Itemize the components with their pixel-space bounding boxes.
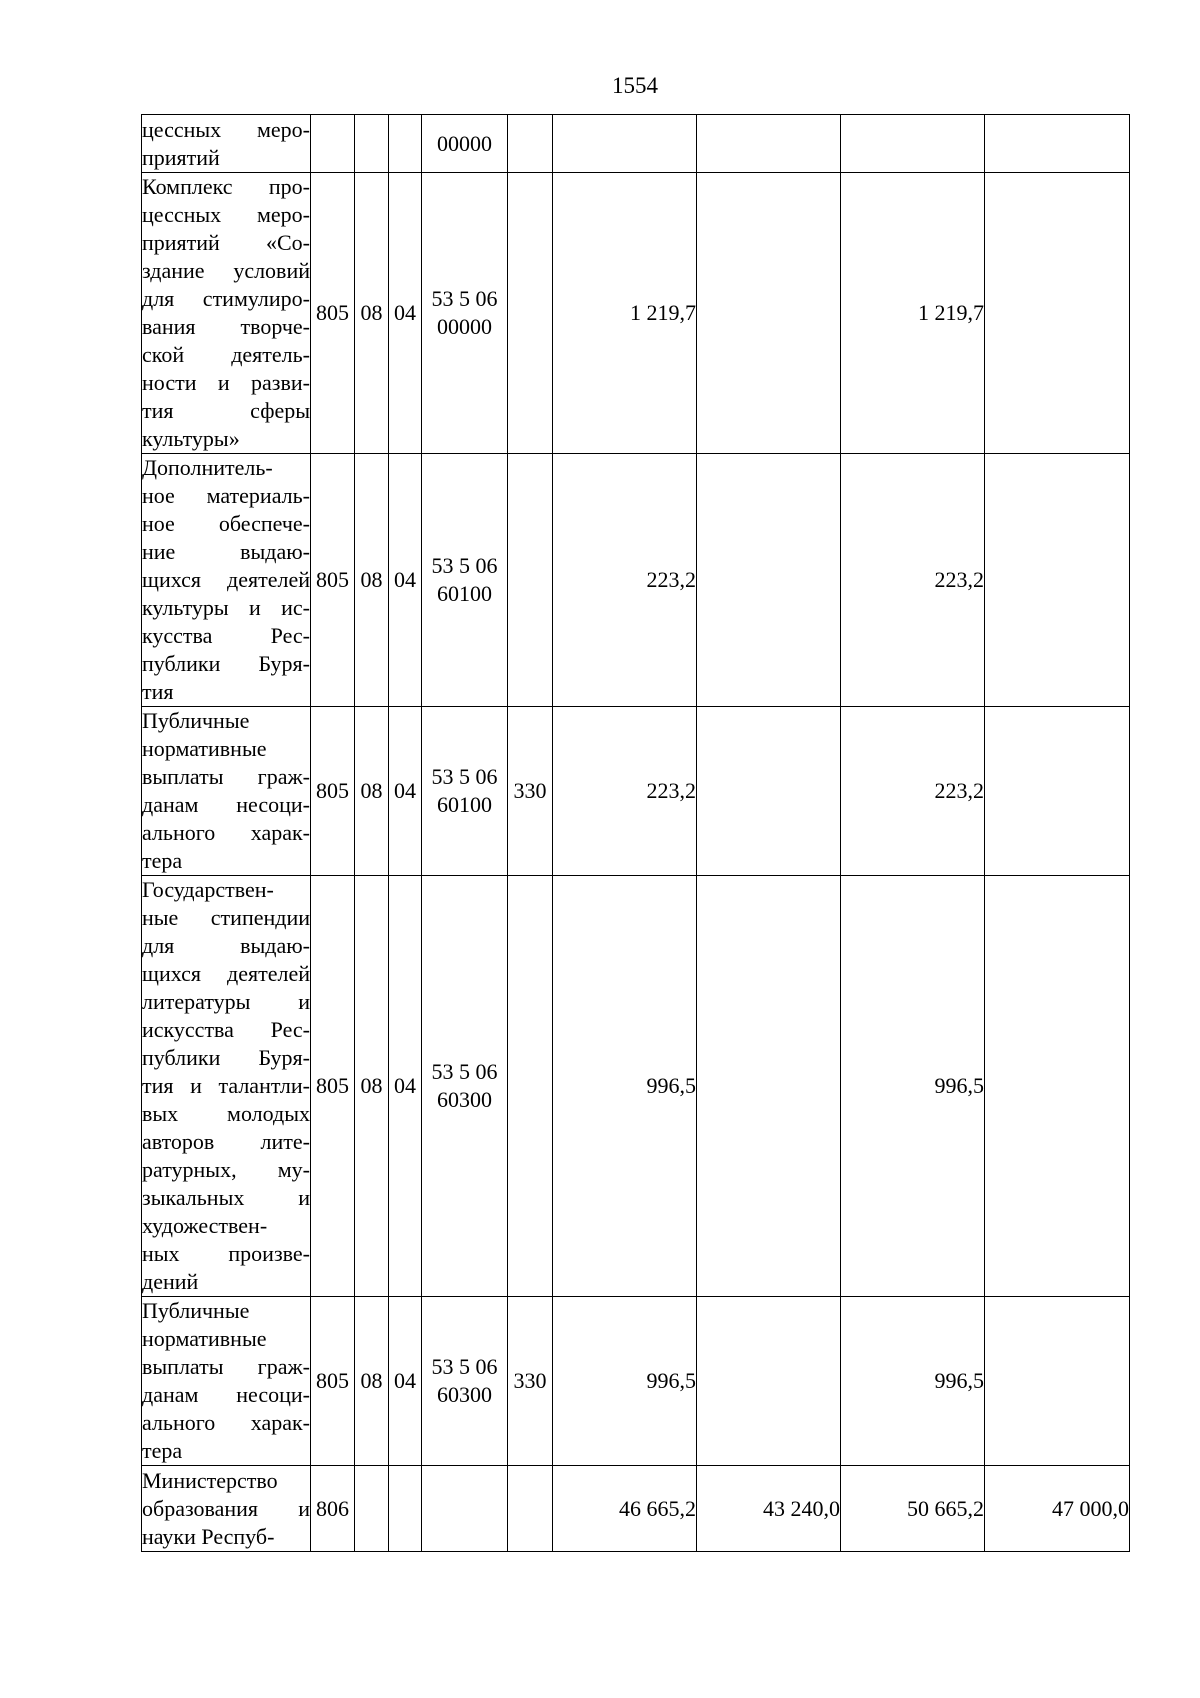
- row-name-line: художествен-: [142, 1213, 268, 1238]
- row-name-line: науки Респуб-: [142, 1523, 275, 1549]
- page-number: 1554: [612, 73, 658, 98]
- row-name-line: ное обеспече-: [142, 511, 310, 536]
- target-article-cell: [422, 115, 508, 173]
- target-article-line: 60100: [437, 792, 492, 817]
- row-name-cell: [142, 115, 311, 173]
- ved-code-cell: 805: [311, 707, 355, 876]
- expense-type-cell: [508, 173, 553, 454]
- table-row: [142, 707, 1130, 876]
- target-article-cell: [422, 876, 508, 1297]
- row-name-cell: [142, 173, 311, 454]
- row-name-line: здание условий: [142, 258, 310, 283]
- amount-cell-2: [697, 454, 841, 707]
- row-name-line: тия и талантли-: [142, 1073, 310, 1098]
- amount-cell-2: [697, 707, 841, 876]
- amount-cell-1: 996,5: [553, 876, 697, 1297]
- amount-cell-3: 996,5: [841, 1297, 985, 1466]
- amount-cell-4: [985, 876, 1130, 1297]
- section-code-cell: 08: [355, 707, 389, 876]
- section-code-cell: 08: [355, 173, 389, 454]
- row-name-line: вания творче-: [142, 314, 310, 339]
- amount-cell-2: [697, 173, 841, 454]
- row-name-line: щихся деятелей: [142, 961, 310, 986]
- row-name-line: культуры и ис-: [142, 595, 310, 620]
- target-article-line: 53 5 06: [431, 764, 498, 789]
- section-code-cell: 08: [355, 454, 389, 707]
- section-code-cell: 08: [355, 1297, 389, 1466]
- row-name-line: ное материаль-: [142, 483, 310, 508]
- subsection-code-cell: 04: [389, 454, 422, 707]
- row-name-line: выплаты граж-: [142, 764, 310, 789]
- row-name-line: данам несоци-: [142, 1382, 310, 1407]
- row-name-line: нормативные: [142, 736, 267, 761]
- budget-table: [141, 114, 1130, 1552]
- amount-cell-1: [553, 115, 697, 173]
- row-name-line: выплаты граж-: [142, 1354, 310, 1379]
- row-name-line: Государствен-: [142, 877, 274, 902]
- table-row: [142, 115, 1130, 173]
- amount-cell-4: [985, 115, 1130, 173]
- subsection-code-cell: 04: [389, 1297, 422, 1466]
- row-name-line: ратурных, му-: [142, 1157, 310, 1182]
- expense-type-cell: [508, 115, 553, 173]
- expense-type-cell: [508, 876, 553, 1297]
- row-name-line: дений: [142, 1269, 199, 1294]
- row-name-line: публики Буря-: [142, 1045, 310, 1070]
- row-name-line: Дополнитель-: [142, 455, 273, 480]
- row-name-line: ные стипендии: [142, 905, 310, 930]
- table-row: [142, 454, 1130, 707]
- row-name-line: зыкальных и: [142, 1185, 310, 1210]
- row-name-line: Министерство: [142, 1467, 278, 1493]
- expense-type-cell: 330: [508, 1297, 553, 1466]
- row-name-line: ности и разви-: [142, 370, 310, 395]
- expense-type-cell: 330: [508, 707, 553, 876]
- amount-cell-1: 996,5: [553, 1297, 697, 1466]
- row-name-line: тия сферы: [142, 398, 310, 423]
- subsection-code-cell: 04: [389, 876, 422, 1297]
- table-row: [142, 1297, 1130, 1466]
- row-name-cell: [142, 1466, 311, 1552]
- ved-code-cell: 806: [311, 1466, 355, 1552]
- subsection-code-cell: [389, 1466, 422, 1552]
- row-name-line: приятий «Со-: [142, 230, 310, 255]
- row-name-cell: [142, 707, 311, 876]
- section-code-cell: 08: [355, 876, 389, 1297]
- ved-code-cell: 805: [311, 173, 355, 454]
- target-article-cell: [422, 707, 508, 876]
- expense-type-cell: [508, 1466, 553, 1552]
- target-article-cell: [422, 1466, 508, 1552]
- row-name-line: кусства Рес-: [142, 623, 310, 648]
- row-name-line: тия: [142, 679, 174, 704]
- row-name-line: цессных меро-: [142, 202, 310, 227]
- amount-cell-2: [697, 876, 841, 1297]
- amount-cell-2: [697, 1297, 841, 1466]
- expense-type-cell: [508, 454, 553, 707]
- target-article-line: 53 5 06: [431, 1059, 498, 1084]
- amount-cell-3: 50 665,2: [841, 1466, 985, 1552]
- row-name-line: цессных меро-: [142, 116, 310, 142]
- section-code-cell: [355, 115, 389, 173]
- amount-cell-4: [985, 173, 1130, 454]
- subsection-code-cell: [389, 115, 422, 173]
- row-name-line: тера: [142, 1438, 183, 1463]
- row-name-line: ние выдаю-: [142, 539, 310, 564]
- subsection-code-cell: 04: [389, 173, 422, 454]
- amount-cell-1: 46 665,2: [553, 1466, 697, 1552]
- target-article-line: 53 5 06: [431, 286, 498, 311]
- row-name-line: литературы и: [142, 989, 310, 1014]
- ved-code-cell: 805: [311, 454, 355, 707]
- row-name-line: ской деятель-: [142, 342, 310, 367]
- ved-code-cell: 805: [311, 1297, 355, 1466]
- row-name-line: публики Буря-: [142, 651, 310, 676]
- target-article-line: 60300: [437, 1382, 492, 1407]
- ved-code-cell: [311, 115, 355, 173]
- target-article-cell: [422, 1297, 508, 1466]
- table-row: [142, 876, 1130, 1297]
- row-name-line: культуры»: [142, 426, 240, 451]
- row-name-line: искусства Рес-: [142, 1017, 310, 1042]
- table-body: [142, 115, 1130, 1552]
- amount-cell-4: 47 000,0: [985, 1466, 1130, 1552]
- row-name-line: вых молодых: [142, 1101, 310, 1126]
- ved-code-cell: 805: [311, 876, 355, 1297]
- amount-cell-3: 1 219,7: [841, 173, 985, 454]
- row-name-cell: [142, 876, 311, 1297]
- row-name-line: для выдаю-: [142, 933, 310, 958]
- section-code-cell: [355, 1466, 389, 1552]
- amount-cell-3: 223,2: [841, 707, 985, 876]
- target-article-cell: [422, 454, 508, 707]
- amount-cell-2: [697, 115, 841, 173]
- amount-cell-1: 223,2: [553, 707, 697, 876]
- row-name-line: приятий: [142, 144, 220, 170]
- amount-cell-2: 43 240,0: [697, 1466, 841, 1552]
- row-name-line: Комплекс про-: [142, 174, 310, 199]
- row-name-line: нормативные: [142, 1326, 267, 1351]
- amount-cell-4: [985, 454, 1130, 707]
- row-name-line: тера: [142, 848, 183, 873]
- target-article-cell: [422, 173, 508, 454]
- row-name-line: данам несоци-: [142, 792, 310, 817]
- amount-cell-3: 223,2: [841, 454, 985, 707]
- row-name-line: авторов лите-: [142, 1129, 310, 1154]
- amount-cell-1: 223,2: [553, 454, 697, 707]
- table-row: [142, 173, 1130, 454]
- row-name-line: Публичные: [142, 1298, 250, 1323]
- target-article-line: 00000: [437, 130, 492, 156]
- subsection-code-cell: 04: [389, 707, 422, 876]
- amount-cell-4: [985, 707, 1130, 876]
- row-name-line: ального харак-: [142, 820, 310, 845]
- table-row: [142, 1466, 1130, 1552]
- amount-cell-4: [985, 1297, 1130, 1466]
- row-name-cell: [142, 1297, 311, 1466]
- amount-cell-3: [841, 115, 985, 173]
- target-article-line: 53 5 06: [431, 553, 498, 578]
- target-article-line: 60100: [437, 581, 492, 606]
- row-name-line: ных произве-: [142, 1241, 310, 1266]
- target-article-line: 60300: [437, 1087, 492, 1112]
- amount-cell-1: 1 219,7: [553, 173, 697, 454]
- amount-cell-3: 996,5: [841, 876, 985, 1297]
- target-article-line: 53 5 06: [431, 1354, 498, 1379]
- row-name-line: для стимулиро-: [142, 286, 310, 311]
- row-name-cell: [142, 454, 311, 707]
- row-name-line: ального харак-: [142, 1410, 310, 1435]
- row-name-line: Публичные: [142, 708, 250, 733]
- row-name-line: образования и: [142, 1495, 310, 1521]
- target-article-line: 00000: [437, 314, 492, 339]
- row-name-line: щихся деятелей: [142, 567, 310, 592]
